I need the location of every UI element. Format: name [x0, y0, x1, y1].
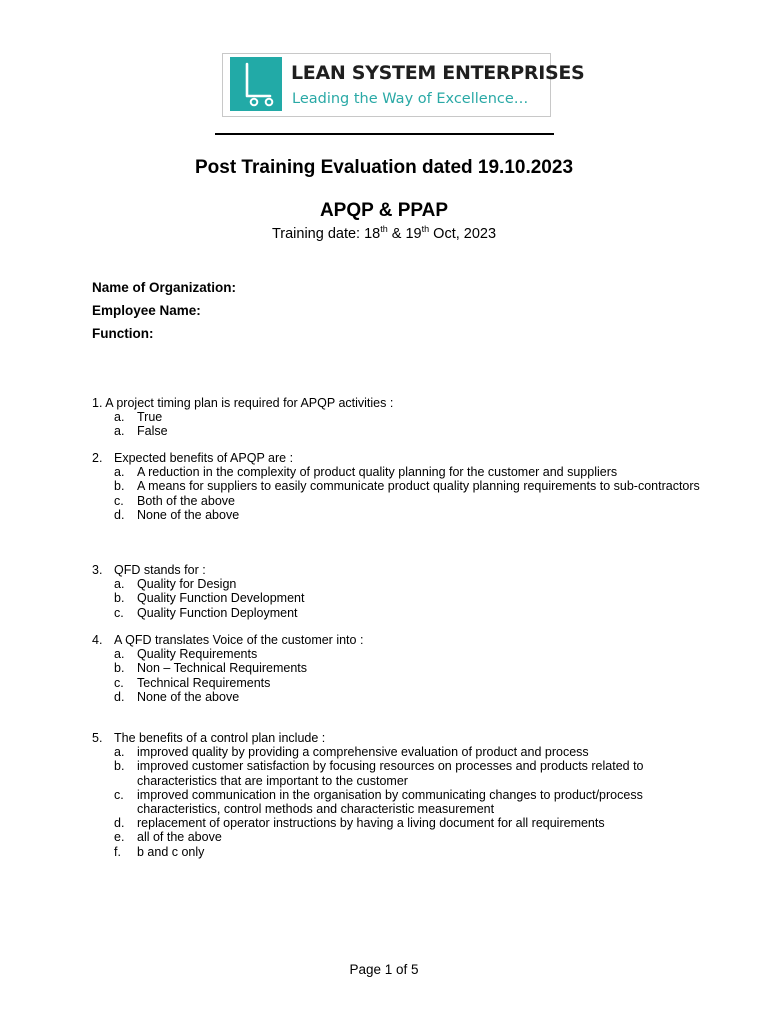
answer-option: c. Technical Requirements — [114, 675, 271, 690]
answer-option: a. improved quality by providing a comprehensive evaluation of product and process — [114, 745, 589, 760]
document-title: Post Training Evaluation dated 19.10.2023 — [194, 157, 574, 178]
answer-option: c. Both of the above — [114, 493, 235, 508]
header-divider — [215, 133, 554, 135]
company-logo — [222, 53, 585, 117]
answer-option: d. None of the above — [114, 507, 240, 522]
answer-option: c. Quality Function Deployment — [114, 605, 298, 620]
answer-option: a. Quality for Design — [114, 577, 237, 592]
function-field-label: Function: — [92, 326, 154, 341]
answer-option: d. replacement of operator instructions by having a living document for all requirements — [114, 816, 605, 831]
page-number: Page 1 of 5 — [349, 962, 419, 977]
training-date: Training date: 18th & 19th Oct, 2023 — [271, 224, 497, 242]
organization-field-label: Name of Organization: — [92, 280, 237, 295]
employee-name-field-label: Employee Name: — [92, 303, 201, 318]
question-3: 3. QFD stands for : a. Quality for Design b. Quality Function Development c. Quality Function Deployment — [92, 563, 707, 620]
question-1: 1. A project timing plan is required for APQP activities : a. True a. False — [92, 396, 707, 439]
answer-option: b. improved customer satisfaction by focusing resources on processes and products related to characteristics that are important to the customer — [114, 759, 644, 788]
answer-option: e. all of the above — [114, 830, 222, 845]
answer-option: a. Quality Requirements — [114, 647, 258, 662]
answer-option: d. None of the above — [114, 689, 240, 704]
question-2: 2. Expected benefits of APQP are : a. A reduction in the complexity of product quality planning for the customer and suppliers b. A means for suppliers to easily communicate product quality planning requirements to sub-contractors c. Both of the above d. None of the above — [92, 451, 707, 522]
answer-option: a. A reduction in the complexity of product quality planning for the customer and suppliers — [114, 465, 618, 480]
answer-option: b. Quality Function Development — [114, 591, 305, 606]
l-monogram-icon — [230, 57, 282, 111]
question-5: 5. The benefits of a control plan include : a. improved quality by providing a comprehensive evaluation of product and process b. improved customer satisfaction by focusing resources on processes and products related to characteristics that are important to the customer c. improved communication in the organisation by communicating changes to product/process characteristics, control methods and characteristic measurement d. replacement of operator instructions by having a living document for all requirements e. all of the above f. b and c only — [92, 731, 707, 859]
answer-option: b. Non – Technical Requirements — [114, 661, 308, 676]
question-4: 4. A QFD translates Voice of the customer into : a. Quality Requirements b. Non – Technical Requirements c. Technical Requirements d. None of the above — [92, 633, 707, 704]
company-name: LEAN SYSTEM ENTERPRISES — [291, 62, 585, 84]
answer-option: c. improved communication in the organisation by communicating changes to product/process characteristics, control methods and characteristic measurement — [114, 787, 643, 817]
answer-option: a. False — [114, 424, 168, 439]
course-subject: APQP & PPAP — [319, 200, 449, 221]
company-tagline: Leading the Way of Excellence… — [292, 91, 529, 107]
answer-option: b. A means for suppliers to easily communicate product quality planning requirements to sub-contractors — [114, 479, 700, 494]
answer-option: a. True — [114, 410, 163, 425]
answer-option: f. b and c only — [114, 844, 205, 859]
